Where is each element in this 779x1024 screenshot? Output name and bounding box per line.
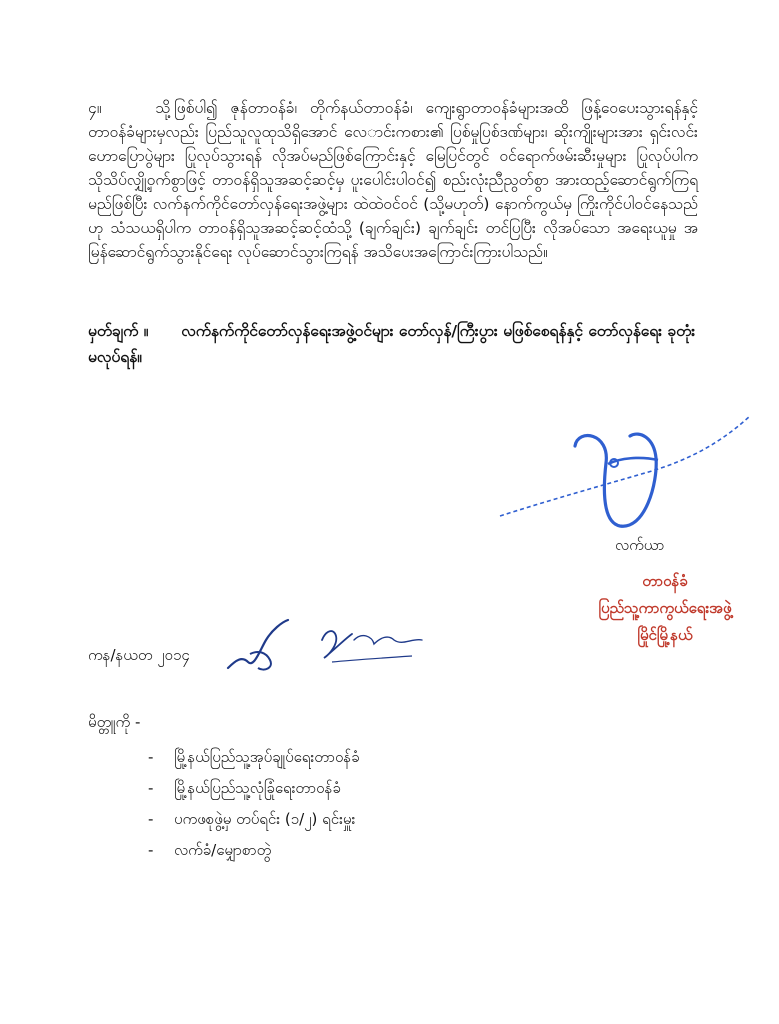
- recipient-name: မြို့နယ်ပြည်သူ့အုပ်ချုပ်ရေးတာဝန်ခံ: [174, 748, 360, 766]
- recipients-label: မိတ္တူကို -: [88, 713, 141, 731]
- recipient-list: [148, 742, 360, 866]
- body-paragraph-4: [88, 96, 698, 264]
- closing-word: လက်ယာ: [615, 536, 665, 554]
- recipient-name: ပကဖစုဖွဲ့မှ တပ်ရင်း (၁/၂) ရင်းမှူး: [174, 810, 356, 828]
- list-item: - ပကဖစုဖွဲ့မှ တပ်ရင်း (၁/၂) ရင်းမှူး: [148, 804, 360, 835]
- note-label: မှတ်ချက် ။: [88, 322, 149, 340]
- paragraph-text: သို့ဖြစ်ပါ၍ ဇုန်တာဝန်ခံ၊ တိုက်နယ်တာဝန်ခံ၊ ကျေးရွာတာဝန်ခံများအထိ ဖြန့်ဝေပေးသွားရန်နှင့် တာဝန်ခံများမှလည်း ပြည်သူလူထုသိရှိအောင် လေ​ာင်းကစား၏ ပြစ်မှုပြစ်ဒဏ်များ၊ ဆိုးကျိုးများအား ရှင်းလင်းဟောပြောပွဲများ ပြုလုပ်သွားရန် လိုအပ်မည်ဖြစ်ကြောင်းနှင့် မြေပြင်တွင် ဝင်ရောက်ဖမ်းဆီးမှုများ ပြုလုပ်ပါက သိုသိပ်လျှို့ဝှက်စွာဖြင့် တာဝန်ရှိသူအဆင့်ဆင့်မှ ပူးပေါင်းပါဝင်၍ စည်းလုံးညီညွတ်စွာ အားထည့်ဆောင်ရွက်ကြရမည်ဖြစ်ပြီး လက်နက်ကိုင်တော်လှန်ရေးအဖွဲ့များ ထဲထဲဝင်ဝင် (သို့မဟုတ်) နောက်ကွယ်မှ ကြိုးကိုင်ပါဝင်နေသည်ဟု သံသယရှိပါက တာဝန်ရှိသူအဆင့်ဆင့်ထံသို့ (ချက်ချင်း) ချက်ချင်း တင်ပြပြီး လိုအပ်သော အရေးယူမှု အမြန်ဆောင်ရွက်သွားနိုင်ရေး လုပ်ဆောင်သွားကြရန် အသိပေးအကြောင်းကြားပါသည်။: [88, 99, 698, 261]
- issuer-organization: ပြည်သူ့ကာကွယ်ရေးအဖွဲ့: [598, 599, 732, 617]
- list-item: - လက်ခံ/မျှောစာတွဲ: [148, 835, 360, 866]
- list-item: - မြို့နယ်ပြည်သူ့အုပ်ချုပ်ရေးတာဝန်ခံ: [148, 742, 360, 773]
- initials-image: [222, 610, 452, 680]
- recipient-name: လက်ခံ/မျှောစာတွဲ: [174, 841, 272, 859]
- issuer-township: မြိုင်မြို့နယ်: [637, 626, 693, 644]
- issuer-block: [565, 568, 765, 649]
- recipient-name: မြို့နယ်ပြည်သူ့လုံခြုံရေးတာဝန်ခံ: [174, 779, 341, 797]
- reference-number: ကန/နယတ ၂၀၁၄: [88, 646, 190, 664]
- paragraph-number: ၄။: [88, 99, 102, 117]
- list-item: - မြို့နယ်ပြည်သူ့လုံခြုံရေးတာဝန်ခံ: [148, 773, 360, 804]
- note-block: [88, 318, 700, 370]
- issuer-title: တာဝန်ခံ: [642, 572, 688, 590]
- note-text: လက်နက်ကိုင်တော်လှန်ရေးအဖွဲ့ဝင်များ တော်လှန်/ကြီးပွား မဖြစ်စေရန်နှင့် တော်လှန်ရေး ခုတုံးမလုပ်ရန်။: [88, 322, 696, 366]
